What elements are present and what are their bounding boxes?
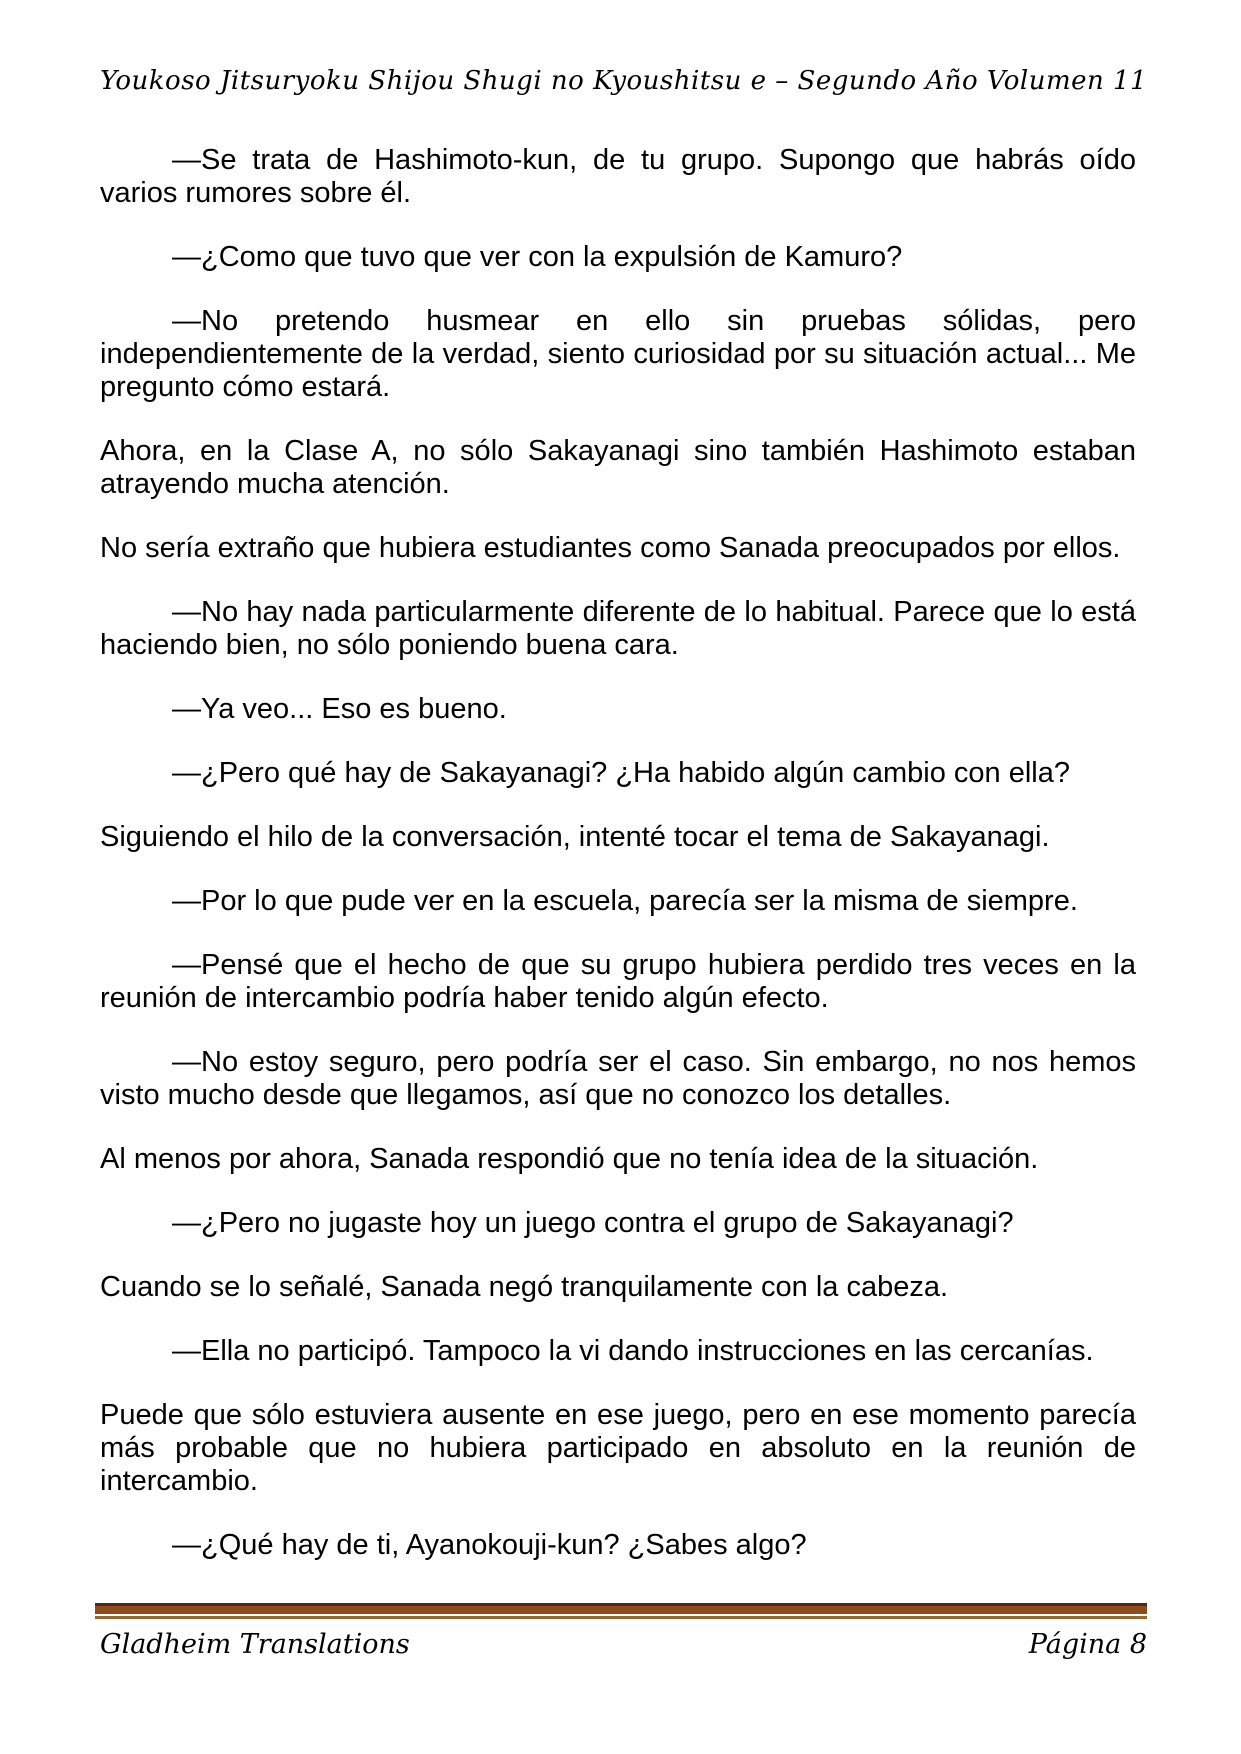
body-paragraph: No sería extraño que hubiera estudiantes como Sanada preocupados por ellos.	[100, 532, 1121, 564]
body-paragraph: —Por lo que pude ver en la escuela, parecía ser la misma de siempre.	[172, 885, 1078, 917]
body-paragraph: —¿Pero qué hay de Sakayanagi? ¿Ha habido algún cambio con ella?	[172, 757, 1070, 789]
body-paragraph: —Pensé que el hecho de que su grupo hubiera perdido tres veces en la reunión de intercambio podría haber tenido algún efecto.	[100, 949, 1136, 1014]
body-paragraph: —Se trata de Hashimoto-kun, de tu grupo. Supongo que habrás oído varios rumores sobre él.	[100, 144, 1136, 209]
footer-text-row	[95, 1629, 1147, 1660]
header-title: Youkoso Jitsuryoku Shijou Shugi no Kyoushitsu e – Segundo Año Volumen 11	[100, 66, 1148, 96]
body-paragraph: —No estoy seguro, pero podría ser el caso. Sin embargo, no nos hemos visto mucho desde que llegamos, así que no conozco los detalles.	[100, 1046, 1136, 1111]
body-paragraph: —¿Pero no jugaste hoy un juego contra el grupo de Sakayanagi?	[172, 1207, 1014, 1239]
body-paragraph: —No hay nada particularmente diferente de lo habitual. Parece que lo está haciendo bien, no sólo poniendo buena cara.	[100, 596, 1136, 661]
footer-rule-thick	[95, 1603, 1147, 1614]
body-paragraph: —Ya veo... Eso es bueno.	[172, 693, 507, 725]
footer-page-number: Página 8	[1028, 1629, 1147, 1660]
body-paragraph: —Ella no participó. Tampoco la vi dando instrucciones en las cercanías.	[172, 1335, 1094, 1367]
footer-translator-credit: Gladheim Translations	[100, 1629, 410, 1660]
body-paragraph: Puede que sólo estuviera ausente en ese juego, pero en ese momento parecía más probable que no hubiera participado en absoluto en la reunión de intercambio.	[100, 1399, 1136, 1497]
body-paragraph: Al menos por ahora, Sanada respondió que no tenía idea de la situación.	[100, 1143, 1039, 1175]
body-paragraph: Ahora, en la Clase A, no sólo Sakayanagi sino también Hashimoto estaban atrayendo mucha atención.	[100, 435, 1136, 500]
body-paragraph: —¿Qué hay de ti, Ayanokouji-kun? ¿Sabes algo?	[172, 1529, 807, 1561]
page-body	[100, 144, 1136, 1593]
body-paragraph: Siguiendo el hilo de la conversación, intenté tocar el tema de Sakayanagi.	[100, 821, 1050, 853]
page-header	[100, 66, 1151, 96]
body-paragraph: —No pretendo husmear en ello sin pruebas sólidas, pero independientemente de la verdad, siento curiosidad por su situación actual... Me pregunto cómo estará.	[100, 305, 1136, 403]
footer-rule	[95, 1603, 1147, 1619]
page-footer	[95, 1603, 1147, 1660]
body-paragraph: —¿Como que tuvo que ver con la expulsión de Kamuro?	[172, 241, 903, 273]
footer-rule-thin	[95, 1616, 1147, 1619]
body-paragraph: Cuando se lo señalé, Sanada negó tranquilamente con la cabeza.	[100, 1271, 949, 1303]
